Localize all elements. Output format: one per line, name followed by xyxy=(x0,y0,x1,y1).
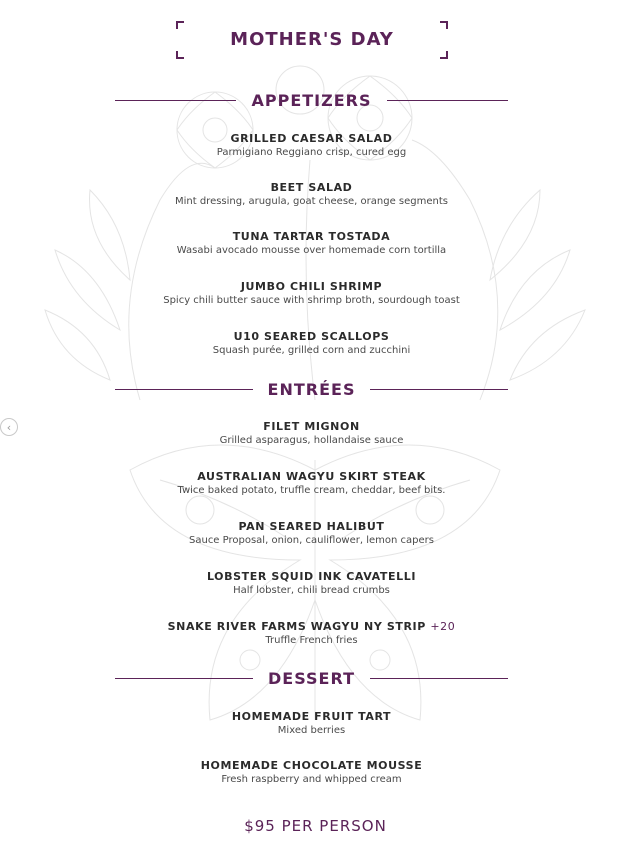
menu-item-name: SNAKE RIVER FARMS WAGYU NY STRIP xyxy=(167,620,426,633)
menu-item-description: Mint dressing, arugula, goat cheese, orange segments xyxy=(174,196,448,207)
menu-item-name: U10 SEARED SCALLOPS xyxy=(233,330,390,343)
menu-item-upcharge: +20 xyxy=(430,620,456,633)
menu-item-description: Wasabi avocado mousse over homemade corn tortilla xyxy=(176,245,447,256)
menu-item-name: FILET MIGNON xyxy=(263,420,360,433)
menu-item-name: BEET SALAD xyxy=(270,181,353,194)
menu-item-name: TUNA TARTAR TOSTADA xyxy=(232,230,391,243)
section-header-appetizers xyxy=(115,91,508,111)
section-title-entrees: ENTRÉES xyxy=(267,380,356,399)
menu-item xyxy=(115,132,508,160)
bracket-corner xyxy=(440,51,448,59)
divider-line xyxy=(370,678,508,679)
menu-item xyxy=(115,570,508,598)
menu-item xyxy=(115,420,508,448)
menu-item xyxy=(115,470,508,498)
divider-line xyxy=(387,100,508,101)
price-per-person: $95 PER PERSON xyxy=(244,817,387,835)
menu-item xyxy=(115,620,508,648)
menu-item xyxy=(115,710,508,738)
menu-item-description: Truffle French fries xyxy=(265,635,358,646)
section-header-dessert xyxy=(115,669,508,689)
menu-item xyxy=(115,520,508,548)
menu-item-name: HOMEMADE CHOCOLATE MOUSSE xyxy=(200,759,423,772)
menu-item xyxy=(115,759,508,787)
menu-item-description: Sauce Proposal, onion, cauliflower, lemon capers xyxy=(189,535,434,546)
bracket-corner xyxy=(176,51,184,59)
menu-item xyxy=(115,230,508,258)
menu-item-name: PAN SEARED HALIBUT xyxy=(238,520,385,533)
carousel-prev-button[interactable] xyxy=(0,418,18,436)
bracket-corner xyxy=(176,21,184,29)
menu-item-description: Fresh raspberry and whipped cream xyxy=(221,774,402,785)
menu-item-name: AUSTRALIAN WAGYU SKIRT STEAK xyxy=(197,470,426,483)
section-title-dessert: DESSERT xyxy=(268,669,355,688)
menu-item-name-with-price xyxy=(115,620,508,634)
chevron-left-icon: ‹ xyxy=(6,421,12,434)
menu-item xyxy=(115,280,508,308)
menu-item xyxy=(115,181,508,209)
title-frame xyxy=(176,21,448,59)
menu-item-description: Spicy chili butter sauce with shrimp broth, sourdough toast xyxy=(163,295,460,306)
menu-item-description: Half lobster, chili bread crumbs xyxy=(233,585,390,596)
menu-item-name: GRILLED CAESAR SALAD xyxy=(230,132,393,145)
divider-line xyxy=(370,389,508,390)
menu-item-name: JUMBO CHILI SHRIMP xyxy=(240,280,383,293)
section-title-appetizers: APPETIZERS xyxy=(251,91,372,110)
section-header-entrees xyxy=(115,380,508,400)
menu-item-description: Squash purée, grilled corn and zucchini xyxy=(212,345,411,356)
bracket-corner xyxy=(440,21,448,29)
menu-item-description: Twice baked potato, truffle cream, cheddar, beef bits. xyxy=(177,485,446,496)
menu-item-description: Parmigiano Reggiano crisp, cured egg xyxy=(216,147,407,158)
menu-item-name: LOBSTER SQUID INK CAVATELLI xyxy=(206,570,417,583)
page-title: MOTHER'S DAY xyxy=(230,29,394,50)
menu-item-description: Grilled asparagus, hollandaise sauce xyxy=(219,435,404,446)
menu-item xyxy=(115,330,508,358)
menu-item-description: Mixed berries xyxy=(277,725,346,736)
menu-item-name: HOMEMADE FRUIT TART xyxy=(231,710,392,723)
